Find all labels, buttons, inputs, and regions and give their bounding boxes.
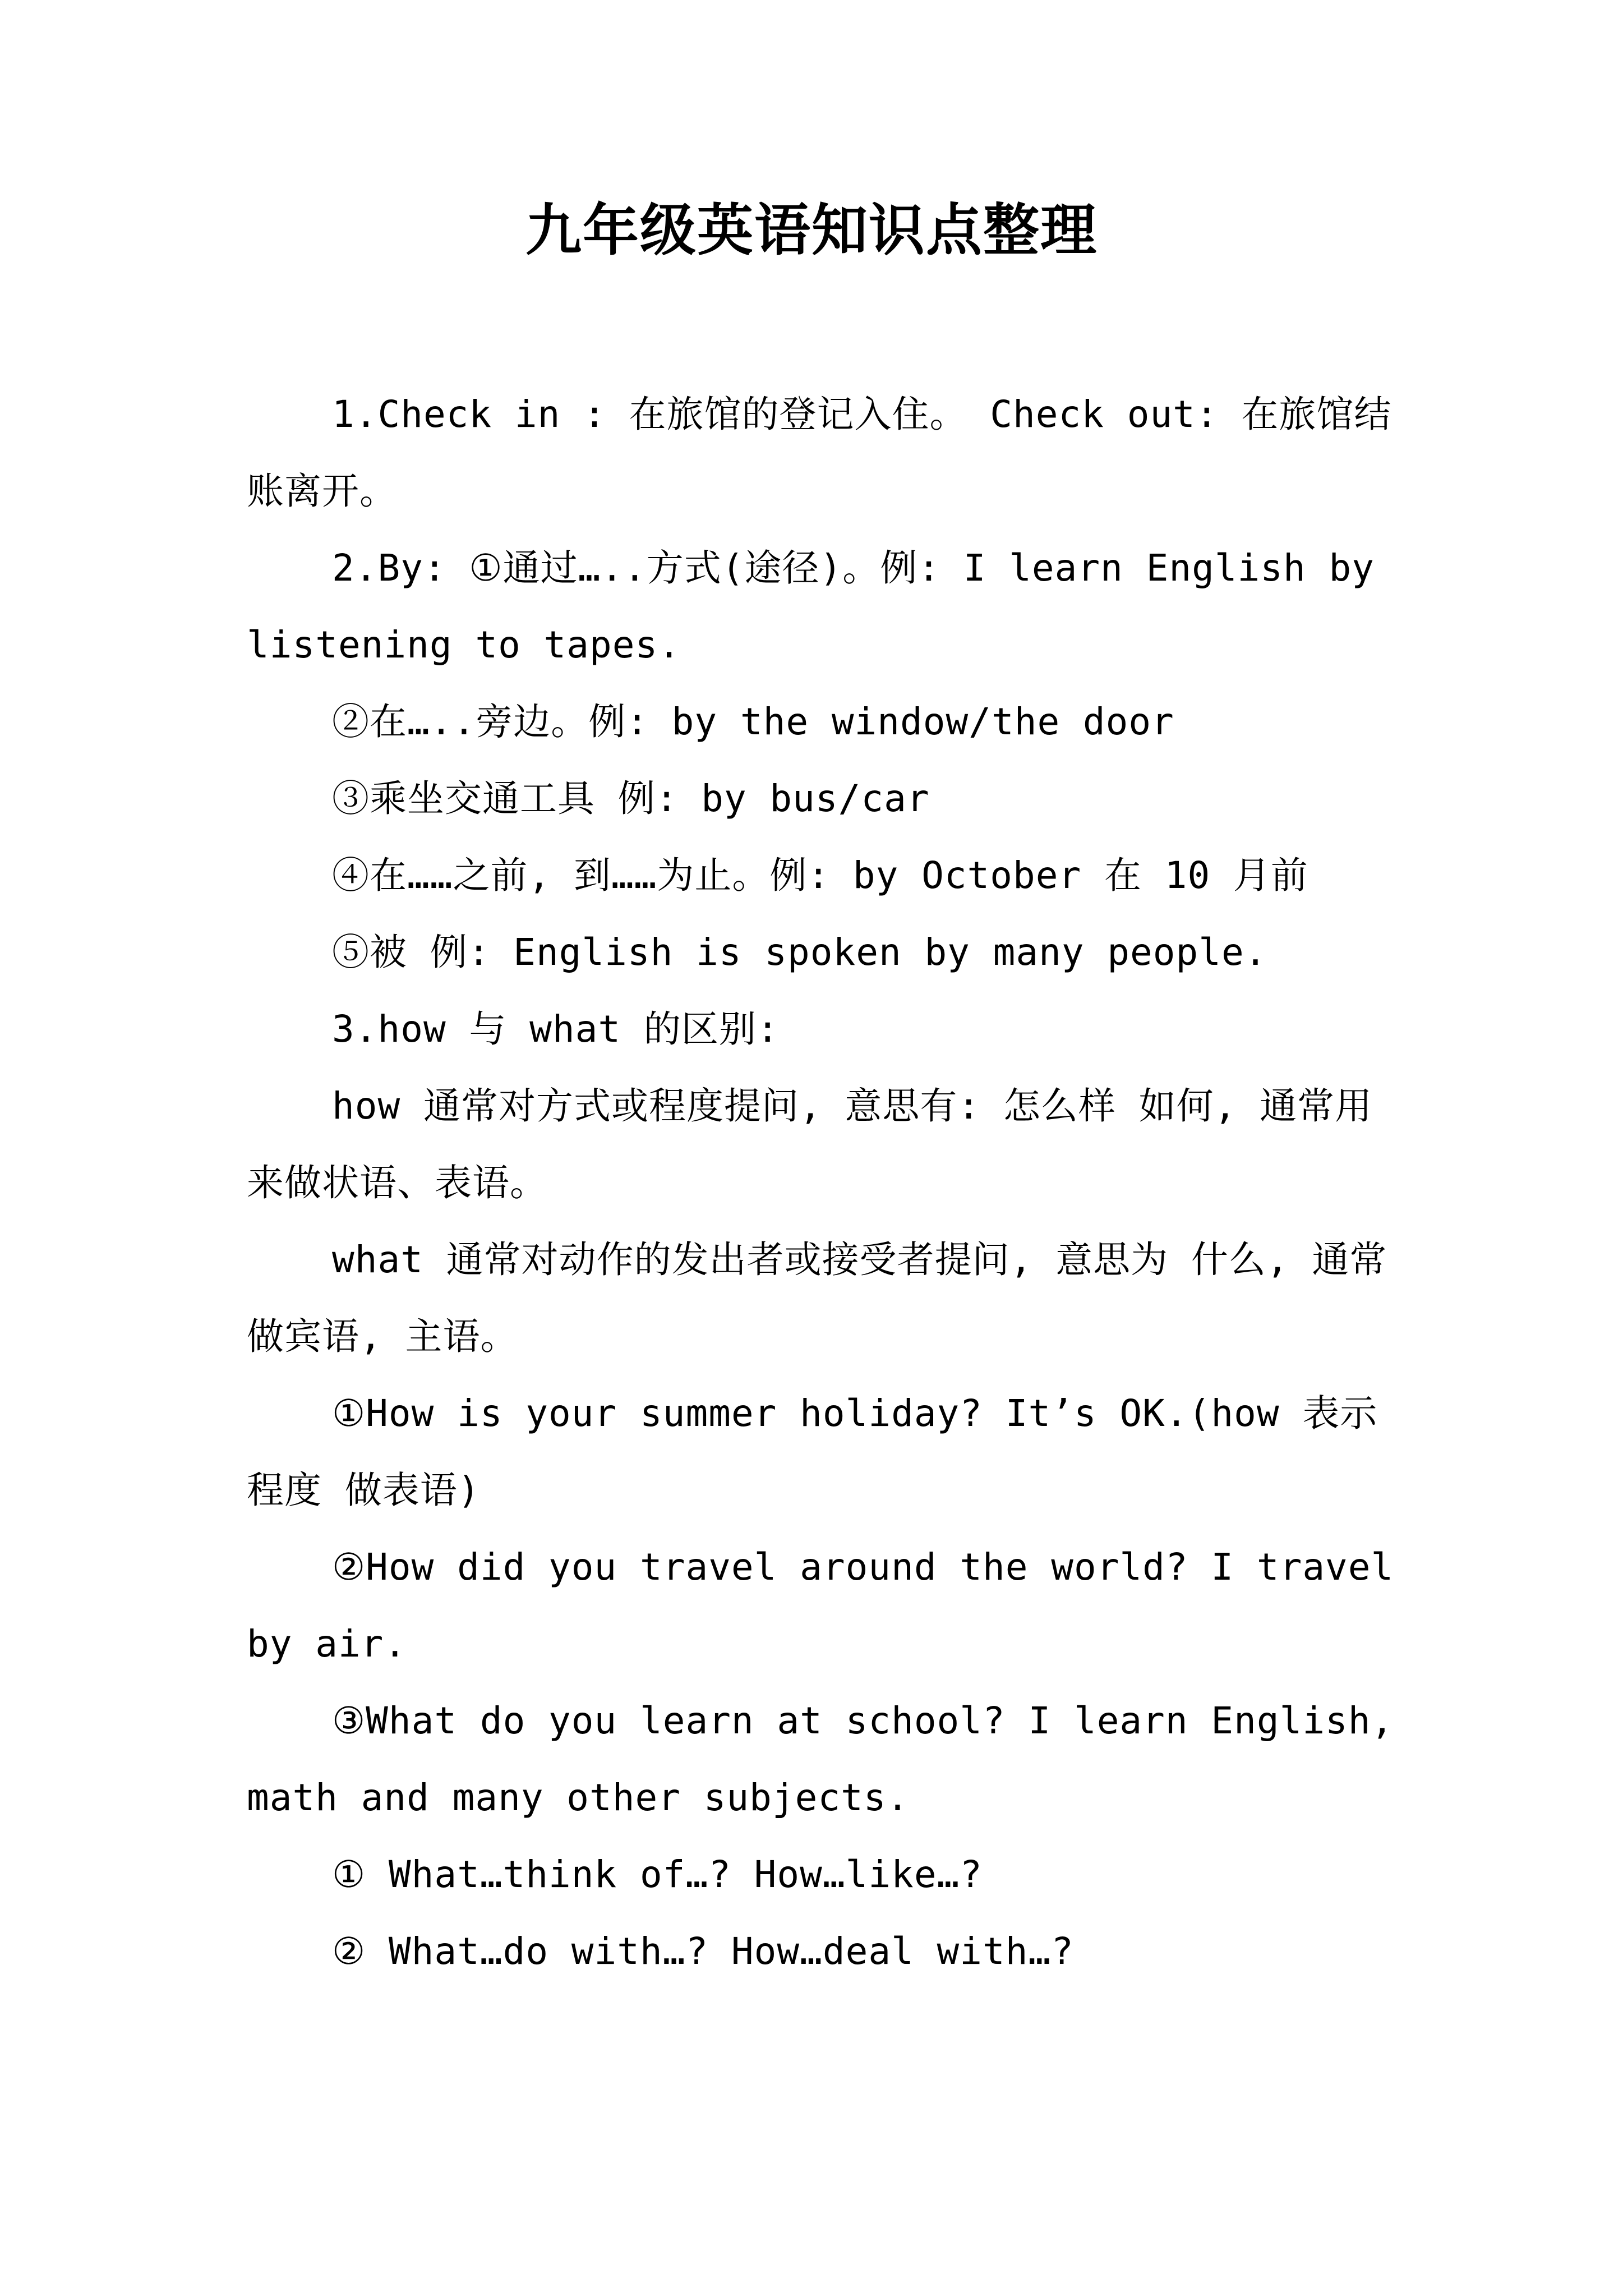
- paragraph-by-meaning-3: ③乘坐交通工具 例: by bus/car: [332, 777, 930, 820]
- paragraph-by-meaning-5: ⑤被 例: English is spoken by many people.: [332, 931, 1267, 974]
- paragraph-by-meaning-1: 2.By: ①通过…..方式(途径)。例: I learn English by listening to tapes.: [247, 546, 1375, 666]
- paragraph-how-what-heading: 3.how 与 what 的区别:: [332, 1007, 780, 1051]
- paragraph-how-usage: how 通常对方式或程度提问, 意思有: 怎么样 如何, 通常用来做状语、表语。: [247, 1084, 1373, 1204]
- document-body: [247, 376, 1402, 1990]
- paragraph-example-2: ②How did you travel around the world? I travel by air.: [247, 1545, 1394, 1665]
- paragraph-pattern-1: ① What…think of…? How…like…?: [332, 1853, 983, 1896]
- paragraph-what-usage: what 通常对动作的发出者或接受者提问, 意思为 什么, 通常做宾语, 主语。: [247, 1238, 1387, 1358]
- paragraph-by-meaning-4: ④在……之前, 到……为止。例: by October 在 10 月前: [332, 854, 1308, 897]
- paragraph-example-1: ①How is your summer holiday? It’s OK.(how 表示程度 做表语): [247, 1392, 1378, 1512]
- paragraph-example-3: ③What do you learn at school? I learn English, math and many other subjects.: [247, 1699, 1394, 1819]
- paragraph-pattern-2: ② What…do with…? How…deal with…?: [332, 1930, 1074, 1973]
- document-title: 九年级英语知识点整理: [525, 197, 1098, 263]
- paragraph-check-in-out: 1.Check in : 在旅馆的登记入住。 Check out: 在旅馆结账离开。: [247, 393, 1392, 513]
- paragraph-by-meaning-2: ②在…..旁边。例: by the window/the door: [332, 700, 1174, 743]
